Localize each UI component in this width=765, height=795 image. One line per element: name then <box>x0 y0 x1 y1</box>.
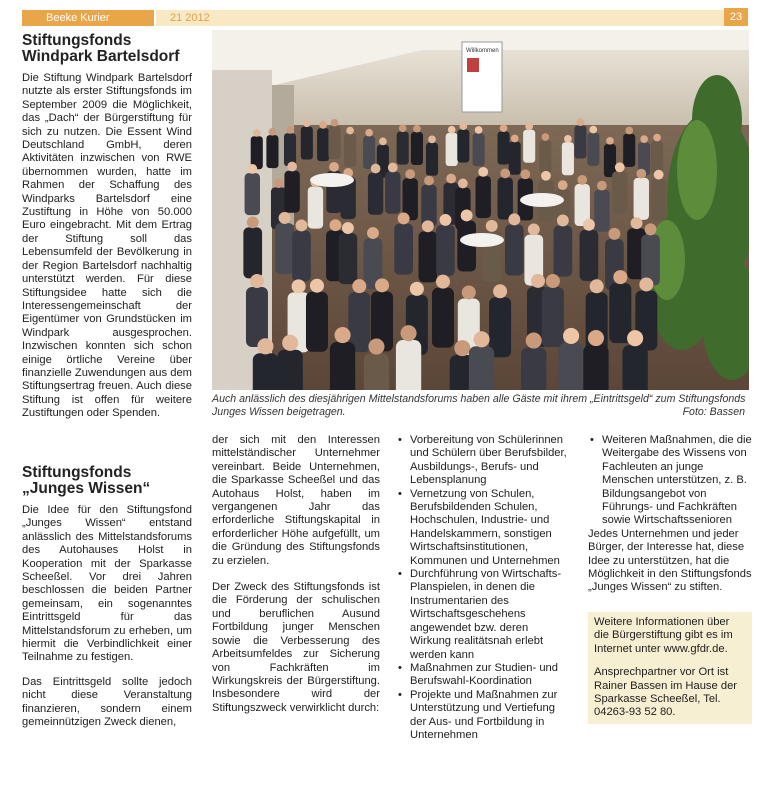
article-junges-wissen <box>22 465 192 730</box>
guest-head <box>329 219 341 231</box>
guest-figure <box>476 176 491 218</box>
guest-figure <box>292 231 311 282</box>
guest-figure <box>542 287 564 347</box>
guest-head <box>375 278 389 292</box>
guest-head <box>440 214 452 226</box>
guest-figure <box>317 128 329 161</box>
guest-figure <box>574 125 586 158</box>
col2-paragraph-2: Der Zweck des Stiftungsfonds ist die Förderung der schulischen und beruflichen Ausund Fortbildung junger Menschen sowie die Verbesserung des Arbeitsumfeldes zur Sicherung von Fachkräften im Wirkungskreis der Bürgerstiftung. Insbesondere wird der Stiftungszweck verwirklicht durch: <box>212 581 380 714</box>
guest-head <box>558 180 568 190</box>
guest-figure <box>419 231 438 282</box>
purpose-list-continued <box>588 434 752 528</box>
list-item: • Vernetzung von Schulen, Berufsbildenden Schulen, Hochschulen, Industrie- und Handelskammern, sonstigen Wirtschaftsinstitutionen, Kommunen und Unternehmen <box>396 488 572 568</box>
guest-head <box>542 133 550 141</box>
photo-credit: Foto: Bassen <box>682 405 745 418</box>
info-box-contact: Ansprechpartner vor Ort ist Rainer Bassen im Hause der Sparkasse Scheeßel, Tel. 04263-93 52 80. <box>594 666 738 719</box>
guest-head <box>462 285 476 299</box>
guest-head <box>379 138 387 146</box>
guest-figure <box>328 126 340 159</box>
guest-head <box>368 338 384 354</box>
guest-head <box>500 124 508 132</box>
guest-head <box>640 135 648 143</box>
guest-figure <box>436 225 455 276</box>
guest-head <box>410 282 424 296</box>
guest-figure <box>469 346 494 390</box>
guest-figure <box>446 133 458 166</box>
guest-figure <box>558 343 583 390</box>
guest-figure <box>622 345 647 390</box>
guest-head <box>335 327 351 343</box>
guest-head <box>413 125 421 133</box>
guest-figure <box>275 223 294 274</box>
article-junges-wissen-p1: Die Idee für den Stiftungsfond „Junges Wissen“ entstand anlässlich des Mittelstandsforums des Autohauses Holst in Kooperation mit der Sparkasse Scheeßel. Vor drei Jahren beschlossen die beiden Partner gemeinsam, ein sogenanntes Eintrittsgeld für das Mittelstandsforum zu erheben, um hiermit die Verbindlichkeit einer Teilnahme zu festigen. <box>22 504 192 664</box>
standing-table <box>310 173 354 187</box>
list-item: • Durchführung von Wirtschafts-Planspielen, in denen die Instrumentarien des Wirtschaftsgeschehens angewendet bzw. deren Wirkung realitätsnah erlebt werden kann <box>396 568 572 662</box>
guest-figure <box>580 230 599 281</box>
guest-figure <box>539 140 551 173</box>
guest-head <box>371 164 381 174</box>
guest-head <box>279 212 291 224</box>
guest-head <box>342 222 354 234</box>
guest-figure <box>411 132 423 165</box>
event-photo <box>212 30 749 390</box>
guest-head <box>274 178 284 188</box>
guest-head <box>319 121 327 129</box>
guest-figure <box>397 132 409 165</box>
guest-figure <box>651 179 666 221</box>
issue-label: 21 2012 <box>156 10 746 26</box>
guest-head <box>636 169 646 179</box>
article-windpark <box>22 33 192 421</box>
guest-head <box>448 126 456 134</box>
guest-head <box>401 325 417 341</box>
guest-figure <box>394 224 413 275</box>
guest-head <box>286 126 294 134</box>
guest-head <box>352 279 366 293</box>
guest-figure <box>426 143 438 176</box>
guest-head <box>367 227 379 239</box>
guest-head <box>436 275 450 289</box>
guest-figure <box>651 141 663 174</box>
list-item: • Vorbereitung von Schülerinnen und Schülern über Berufsbilder, Ausbildungs-, Berufs- und Lebensplanung <box>396 434 572 488</box>
info-box <box>588 612 752 724</box>
guest-head <box>608 228 620 240</box>
guest-head <box>446 174 456 184</box>
article-windpark-title: Stiftungsfonds Windpark Bartelsdorf <box>22 32 180 65</box>
guest-head <box>292 279 306 293</box>
publication-name: Beeke Kurier <box>22 10 154 26</box>
guest-figure <box>344 134 356 167</box>
guest-head <box>577 175 587 185</box>
guest-figure <box>521 347 546 390</box>
guest-head <box>583 219 595 231</box>
guest-head <box>310 279 324 293</box>
article-junges-wissen-title: Stiftungsfonds „Junges Wissen“ <box>22 464 151 497</box>
guest-figure <box>330 342 355 390</box>
guest-head <box>645 223 657 235</box>
guest-head <box>287 162 297 172</box>
guest-head <box>454 340 470 356</box>
guest-figure <box>301 127 313 160</box>
standing-table <box>520 193 564 207</box>
guest-head <box>577 118 585 126</box>
guest-figure <box>489 297 511 357</box>
guest-head <box>424 176 434 186</box>
guest-head <box>422 220 434 232</box>
guest-head <box>269 128 277 136</box>
guest-head <box>475 126 483 134</box>
page-number: 23 <box>724 8 748 26</box>
guest-figure <box>308 187 323 229</box>
guest-figure <box>562 142 574 175</box>
guest-head <box>520 169 530 179</box>
guest-figure <box>245 173 260 215</box>
guest-figure <box>243 227 262 278</box>
photo-caption-text: Auch anlässlich des diesjährigen Mittelstandsforums haben alle Gäste mit ihrem „Eintrittsgeld“ zum Stiftungsfonds Junges Wissen beigetragen. <box>212 393 746 418</box>
guest-head <box>531 274 545 288</box>
guest-head <box>428 136 436 144</box>
guest-head <box>615 162 625 172</box>
guest-head <box>296 220 308 232</box>
guest-figure <box>609 283 631 343</box>
guest-head <box>526 332 542 348</box>
guest-figure <box>473 133 485 166</box>
guest-head <box>346 127 354 135</box>
guest-head <box>563 328 579 344</box>
guest-figure <box>278 350 303 390</box>
guest-figure <box>363 136 375 169</box>
guest-head <box>329 162 339 172</box>
guest-figure <box>583 345 608 390</box>
article-windpark-body: Die Stiftung Windpark Bartelsdorf nutzte als erster Stiftungsfonds im September 2009 die Möglichkeit, das „Dach“ der Bürgerstiftung für sich zu nutzen. Die Essent Wind Deutschland GmbH, deren Aktivitäten inzwischen von RWE übernommen wurden, hatte im Rahmen der Schaffung des Windparks Bartelsdorf eine Zustiftung in Höhe von 50.000 Euro eingebracht. Mit dem Ertrag der Stiftung soll das Lebensumfeld der Bevölkerung in der Region Bartelsdorf nachhaltig unterstützt werden. Für diese Stiftungsidee hatte sich die Interessengemeinschaft der Eigentümer von Grundstücken im Windpark ausgesprochen. Inzwischen konnten sich schon einige örtliche Vereine über finanzielle Zuwendungen aus dem Stiftungsertrag freuen. Auch diese Stiftung ist offen für weitere Zustiftungen oder Spenden. <box>22 72 192 420</box>
guest-figure <box>364 353 389 390</box>
guest-figure <box>396 340 421 390</box>
article-junges-wissen-col4 <box>588 434 752 595</box>
guest-figure <box>523 130 535 163</box>
guest-figure <box>553 226 572 277</box>
guest-head <box>525 123 533 131</box>
guest-head <box>653 134 661 142</box>
guest-head <box>508 213 520 225</box>
guest-head <box>461 210 473 222</box>
col4-paragraph: Jedes Unternehmen und jeder Bürger, der Interesse hat, diese Idee zu unterstützen, hat die Möglichkeit in den Stiftungsfonds „Junges Wissen“ zu stiften. <box>588 527 752 594</box>
guest-head <box>486 220 498 232</box>
guest-figure <box>457 129 469 162</box>
guest-figure <box>594 190 609 232</box>
guest-figure <box>612 172 627 214</box>
guest-figure <box>253 353 278 390</box>
guest-head <box>257 338 273 354</box>
guest-head <box>399 124 407 132</box>
guest-figure <box>432 288 454 348</box>
guest-head <box>478 167 488 177</box>
guest-figure <box>339 233 358 284</box>
guest-head <box>528 224 540 236</box>
guest-head <box>588 330 604 346</box>
guest-head <box>473 331 489 347</box>
welcome-banner-text: Willkommen <box>466 48 499 54</box>
guest-figure <box>385 172 400 214</box>
photo-caption <box>212 393 749 418</box>
article-junges-wissen-col2 <box>212 434 380 715</box>
guest-figure <box>505 224 524 275</box>
guest-head <box>458 179 468 189</box>
purpose-list <box>396 434 572 742</box>
guest-figure <box>498 131 510 164</box>
guest-head <box>597 181 607 191</box>
guest-head <box>282 335 298 351</box>
col2-paragraph-1: der sich mit den Interessen mittelständischer Unternehmer vereinbart. Beide Unternehmen, die Sparkasse Scheeßel und das Autohaus Holst, haben im vergangenen Jahr das erforderliche Stiftungskapital in erforderlicher Höhe aufgefüllt, um die Gründung des Stiftungsfonds zu erzielen. <box>212 434 380 567</box>
guest-figure <box>623 134 635 167</box>
guest-head <box>613 270 627 284</box>
guest-head <box>511 135 519 143</box>
guest-figure <box>284 133 296 166</box>
guest-head <box>564 135 572 143</box>
guest-head <box>590 279 604 293</box>
guest-head <box>631 217 643 229</box>
guest-head <box>493 284 507 298</box>
guest-figure <box>498 178 513 220</box>
guest-head <box>331 119 339 127</box>
guest-head <box>253 129 261 137</box>
guest-head <box>627 330 643 346</box>
guest-head <box>388 163 398 173</box>
list-item: • Projekte und Maßnahmen zur Unterstützung und Vertiefung der Aus- und Fortbildung in Unternehmen <box>396 689 572 743</box>
guest-head <box>625 127 633 135</box>
guest-head <box>654 170 664 180</box>
guest-figure <box>368 173 383 215</box>
guest-head <box>639 277 653 291</box>
guest-head <box>247 216 259 228</box>
event-photo-image <box>212 30 749 390</box>
guest-figure <box>284 171 299 213</box>
guest-figure <box>641 234 660 285</box>
guest-head <box>557 215 569 227</box>
info-box-website: Weitere Informationen über die Bürgerstiftung gibt es im Internet unter www.gfdr.de. <box>594 616 733 655</box>
list-item: • Weiteren Maßnahmen, die die Weitergabe des Wissens von Fachleuten an junge Menschen unterstützen, z. B. Bildungsangebot von Führungs- und Fachkräften sowie Wirtschaftssenioren <box>588 434 752 528</box>
guest-figure <box>266 135 278 168</box>
guest-head <box>303 119 311 127</box>
guest-head <box>500 168 510 178</box>
guest-head <box>459 122 467 130</box>
guest-figure <box>587 133 599 166</box>
guest-figure <box>246 287 268 347</box>
guest-figure <box>509 142 521 175</box>
guest-head <box>250 274 264 288</box>
guest-head <box>247 164 257 174</box>
guest-head <box>606 137 614 145</box>
guest-head <box>589 126 597 134</box>
guest-head <box>546 274 560 288</box>
guest-figure <box>306 292 328 352</box>
list-item: • Maßnahmen zur Studien- und Berufswahl-Koordination <box>396 662 572 689</box>
guest-figure <box>634 178 649 220</box>
guest-head <box>398 213 410 225</box>
guest-head <box>405 169 415 179</box>
article-junges-wissen-p2: Das Eintrittsgeld sollte jedoch nicht diese Veranstaltung finanzieren, sondern einem gemeinnützigen Zweck dienen, <box>22 675 192 729</box>
standing-table <box>460 233 504 247</box>
guest-head <box>541 171 551 181</box>
guest-head <box>365 129 373 137</box>
article-junges-wissen-col3 <box>396 434 572 742</box>
